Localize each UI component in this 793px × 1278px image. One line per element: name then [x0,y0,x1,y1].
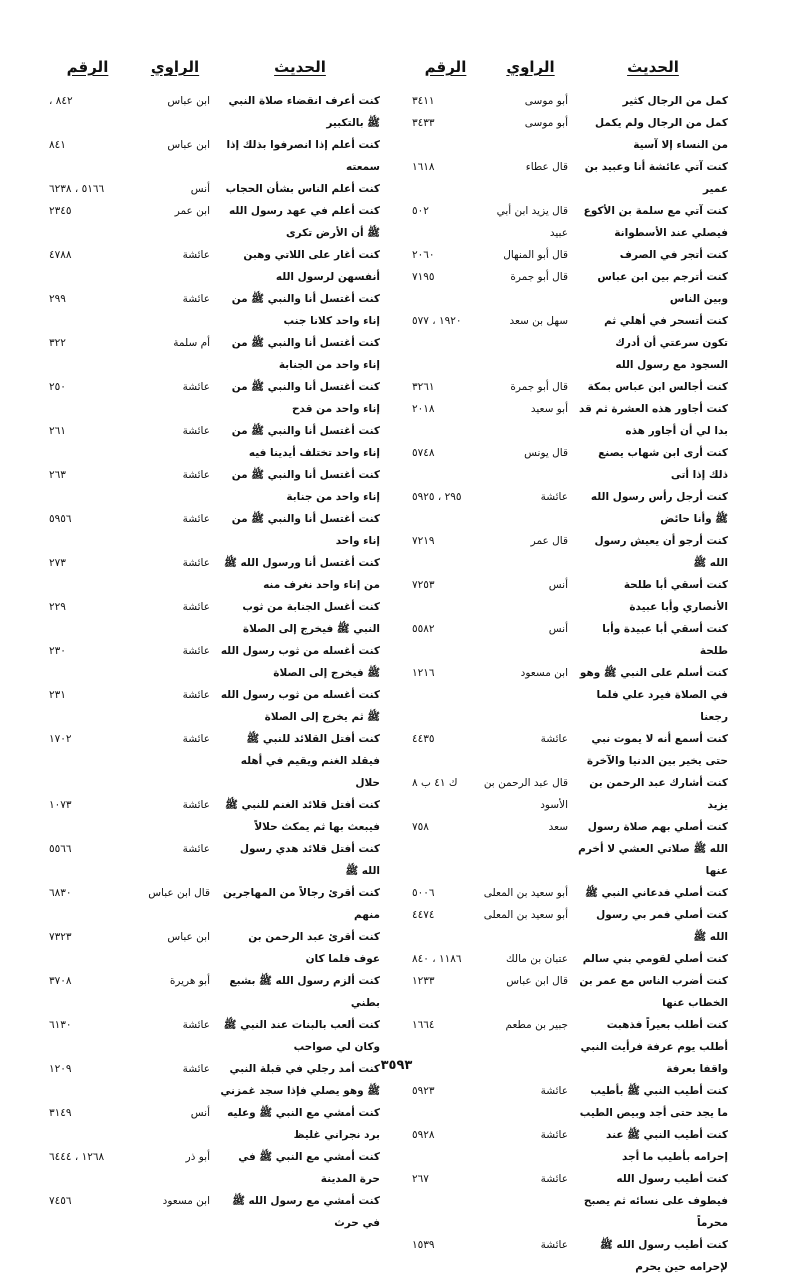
rawi-name: عائشة [182,601,210,613]
table-row [45,464,380,508]
hadith-number: ٧٢٥٣ [412,579,435,591]
header-rawi: الراوي [150,58,200,76]
hadith-number: ١٢١٦ [412,667,435,679]
rawi-name: عائشة [182,513,210,525]
table-row [408,442,728,486]
rawi-name: عائشة [540,733,568,745]
hadith-text: كنت أغتسل أنا والنبي ﷺ من إناء واحد [231,513,380,547]
rawi-name: أبو موسى [524,117,568,129]
hadith-number: ٥٩٥٦ [49,513,72,525]
table-row [408,882,728,904]
hadith-number: ٤٤٣٥ [412,733,435,745]
hadith-text: كنت أغتسل أنا والنبي ﷺ من إناء واحد من الجنابة [231,337,380,371]
hadith-number: ٣٢٢ [49,337,66,349]
hadith-number: ٢٣١ [49,689,66,701]
table-row [408,904,728,948]
hadith-text: كنت أطيب رسول الله ﷺ لإحرامه حين يحرم [600,1239,728,1273]
table-row [408,90,728,112]
table-row [408,574,728,618]
table-row [408,1168,728,1234]
hadith-text: كنت أرجل رأس رسول الله ﷺ وأنا حائض [590,491,728,525]
table-row [45,200,380,244]
hadith-text: كنت أغسله من ثوب رسول الله ﷺ ثم يخرج إلى الصلاة [220,689,380,723]
table-row [45,970,380,1014]
hadith-number: ٢٣٤٥ [49,205,72,217]
hadith-text: كنت أسقي أبا طلحة الأنصاري وأبا عبيدة [623,579,728,613]
table-row [408,816,728,882]
hadith-number: ٢٩٩ [49,293,66,305]
rawi-name: ابن مسعود [162,1195,210,1207]
hadith-number: ك ٤١ ب ٨ [412,777,458,789]
rawi-name: عائشة [182,469,210,481]
hadith-number: ١٢٦٨ ، ٦٤٤٤ [49,1151,105,1163]
table-row [45,1146,380,1190]
hadith-number: ٥٠٢ [412,205,429,217]
rawi-name: قال ابن عباس [506,975,568,987]
table-row [408,662,728,728]
hadith-number: ٥٥٨٢ [412,623,435,635]
hadith-text: كنت أمد رجلي في قبلة النبي ﷺ وهو يصلي فإذا سجد غمزني [220,1063,380,1097]
hadith-number: ٥٠٠٦ [412,887,435,899]
hadith-text: كنت أرى ابن شهاب يصنع ذلك إذا أتى [598,447,728,481]
hadith-text: كمل من الرجال ولم يكمل من النساء إلا آسية [595,117,728,151]
table-row [45,838,380,882]
table-row [45,376,380,420]
table-row [408,728,728,772]
table-row [408,1234,728,1278]
hadith-number: ٥٩٢٣ [412,1085,435,1097]
hadith-number: ١٢٠٩ [49,1063,72,1075]
hadith-text: كنت أطيب النبي ﷺ عند إحرامه بأطيب ما أجد [606,1129,728,1163]
rawi-name: عائشة [182,425,210,437]
header-raqm: الرقم [424,58,467,76]
hadith-number: ٨٤١ [49,139,66,151]
hadith-text: كنت أصلي بهم صلاة رسول الله ﷺ صلاتي العشي لا أخرم عنها [578,821,728,877]
table-row [408,310,728,376]
hadith-number: ١٧٠٢ [49,733,72,745]
rawi-name: قال ابن عباس [148,887,210,899]
rawi-name: عائشة [540,1239,568,1251]
hadith-text: كنت أغتسل أنا والنبي ﷺ من إناء واحد كلانا جنب [231,293,380,327]
rawi-name: سهل بن سعد [509,315,568,327]
hadith-number: ١٦٦٤ [412,1019,435,1031]
hadith-number: ٢٦٣ [49,469,66,481]
hadith-number: ٨٤٢ ، [49,95,73,107]
hadith-number: ٣٢٦١ [412,381,435,393]
rawi-name: قال عبد الرحمن بن الأسود [483,777,568,811]
table-row [45,244,380,288]
table-row [45,794,380,838]
hadith-text: كنت أطيب النبي ﷺ بأطيب ما يجد حتى أجد وبيص الطيب [579,1085,728,1119]
rawi-name: قال يزيد ابن أبي عبيد [496,205,568,239]
table-row [45,1190,380,1234]
hadith-number: ٢٣٠ [49,645,66,657]
table-row [45,1102,380,1146]
rawi-name: عائشة [182,381,210,393]
table-row [408,1080,728,1124]
hadith-number: ٧١٩٥ [412,271,435,283]
table-row [45,640,380,684]
hadith-text: كنت أسلم على النبي ﷺ وهو في الصلاة فيرد علي فلما رجعنا [579,667,728,723]
table-row [45,728,380,794]
hadith-number: ٧٥٨ [412,821,429,833]
table-row [45,288,380,332]
hadith-text: كنت أسمع أنه لا يموت نبي حتى يخير بين الدنيا والآخرة [586,733,728,767]
rawi-name: عتبان بن مالك [506,953,568,965]
hadith-text: كنت أطيب رسول الله فيطوف على نسائه ثم يصبح محرماً [583,1173,728,1229]
table-row [408,948,728,970]
table-row [45,90,380,134]
table-row [45,684,380,728]
hadith-number: ٣٧٠٨ [49,975,72,987]
hadith-number: ١١٨٦ ، ٨٤٠ [412,953,462,965]
rawi-name: عائشة [540,491,568,503]
hadith-number: ١٢٣٣ [412,975,435,987]
hadith-number: ٣٤١١ [412,95,435,107]
rawi-name: ابن عباس [167,139,210,151]
hadith-text: كنت أطلب بعيراً فذهبت أطلب يوم عرفة فرأيت النبي واقفا بعرفة [580,1019,728,1075]
rawi-name: أنس [190,1107,210,1119]
table-row [408,244,728,266]
hadith-text: كنت أقرئ عبد الرحمن بن عوف فلما كان [248,931,380,965]
hadith-text: كنت أتجر في الصرف [619,249,728,261]
left-column [45,48,380,1234]
hadith-number: ٥٩٢٨ [412,1129,435,1141]
rawi-name: جبير بن مطعم [505,1019,568,1031]
hadith-text: كنت أمشي مع النبي ﷺ وعليه برد نجراني غليظ [227,1107,380,1141]
rawi-name: أبو ذر [185,1151,210,1163]
table-row [408,486,728,530]
hadith-text: كنت أغتسل أنا والنبي ﷺ من إناء واحد من جنابة [231,469,380,503]
table-row [408,156,728,200]
hadith-text: كنت أتسحر في أهلي ثم تكون سرعتي أن أدرك السجود مع رسول الله [604,315,728,371]
hadith-number: ٢٠٦٠ [412,249,435,261]
table-row [45,420,380,464]
table-row [408,970,728,1014]
hadith-text: كنت أقرئ رجالاً من المهاجرين منهم [222,887,380,921]
hadith-number: ١٠٧٣ [49,799,72,811]
hadith-text: كنت أفتل قلائد هدي رسول الله ﷺ [239,843,380,877]
rawi-name: أبو هريرة [169,975,210,987]
hadith-number: ٥٧٤٨ [412,447,435,459]
hadith-number: ٧٢١٩ [412,535,435,547]
rawi-name: أبو موسى [524,95,568,107]
hadith-text: كمل من الرجال كثير [622,95,728,107]
hadith-text: كنت أفتل القلائد للنبي ﷺ فيقلد الغنم ويقيم في أهله حلال [240,733,380,789]
rawi-name: أنس [548,579,568,591]
hadith-number: ٧٤٥٦ [49,1195,72,1207]
rawi-name: عائشة [182,733,210,745]
hadith-text: كنت أغسله من ثوب رسول الله ﷺ فيخرج إلى الصلاة [220,645,380,679]
rawi-name: عائشة [182,843,210,855]
table-row [45,882,380,926]
table-row [408,266,728,310]
rawi-name: أبو سعيد بن المعلى [483,887,568,899]
rawi-name: عائشة [540,1129,568,1141]
rawi-name: أنس [190,183,210,195]
hadith-number: ٦٨٣٠ [49,887,72,899]
header-hadith: الحديث [274,58,326,76]
rawi-name: عائشة [182,293,210,305]
rawi-name: أم سلمة [173,337,210,349]
hadith-text: كنت آتي عائشة أنا وعبيد بن عمير [584,161,728,195]
table-row [408,1124,728,1168]
table-row [408,398,728,442]
table-row [408,618,728,662]
table-row [408,772,728,816]
rawi-name: عائشة [182,249,210,261]
hadith-number: ٣١٤٩ [49,1107,72,1119]
hadith-text: كنت أغتسل أنا والنبي ﷺ من إناء واحد تختلف أيدينا فيه [231,425,380,459]
hadith-text: كنت أغسل الجنابة من ثوب النبي ﷺ فيخرج إلى الصلاة [242,601,380,635]
rawi-name: قال عمر [530,535,568,547]
rawi-name: عائشة [182,557,210,569]
hadith-number: ٤٧٨٨ [49,249,72,261]
rawi-name: عائشة [182,799,210,811]
hadith-text: كنت أمشي مع رسول الله ﷺ في حرث [232,1195,380,1229]
hadith-number: ٢٥٠ [49,381,66,393]
rawi-name: عائشة [182,689,210,701]
header-hadith: الحديث [627,58,679,76]
table-row [45,178,380,200]
hadith-text: كنت أعلم في عهد رسول الله ﷺ أن الأرض تكرى [228,205,380,239]
hadith-text: كنت أرجو أن يعيش رسول الله ﷺ [594,535,728,569]
hadith-text: كنت ألعب بالبنات عند النبي ﷺ وكان لي صواحب [223,1019,380,1053]
table-row [45,596,380,640]
table-row [45,332,380,376]
rawi-name: سعد [548,821,568,833]
hadith-text: كنت أجالس ابن عباس بمكة [587,381,728,393]
hadith-text: كنت أصلي لقومي بني سالم [582,953,728,965]
rawi-name: ابن عباس [167,95,210,107]
table-row [45,926,380,970]
table-row [408,112,728,156]
hadith-number: ٢٢٩ [49,601,66,613]
hadith-text: كنت أشارك عبد الرحمن بن يزيد [589,777,728,811]
hadith-number: ١٦١٨ [412,161,435,173]
hadith-text: كنت أغتسل أنا ورسول الله ﷺ من إناء واحد نغرف منه [224,557,380,591]
rawi-name: ابن عباس [167,931,210,943]
rawi-name: ابن عمر [174,205,210,217]
rawi-name: أبو سعيد [530,403,568,415]
header-rawi: الراوي [506,58,555,76]
hadith-text: كنت أعلم الناس بشأن الحجاب [225,183,380,195]
hadith-number: ٢٦١ [49,425,66,437]
hadith-number: ١٥٣٩ [412,1239,435,1251]
hadith-text: كنت أسقي أبا عبيدة وأبا طلحة [602,623,728,657]
hadith-text: كنت أمشي مع النبي ﷺ في حرة المدينة [238,1151,380,1185]
rawi-name: أنس [548,623,568,635]
rawi-name: قال أبو جمرة [510,271,568,283]
rawi-name: قال عطاء [525,161,568,173]
rawi-name: عائشة [540,1085,568,1097]
table-row [408,200,728,244]
hadith-text: كنت أصلي فدعاني النبي ﷺ [585,887,728,899]
rawi-name: عائشة [182,1063,210,1075]
hadith-number: ٢٦٧ [412,1173,429,1185]
table-row [45,552,380,596]
hadith-text: كنت أغتسل أنا والنبي ﷺ من إناء واحد من قدح [231,381,380,415]
hadith-number: ٥٥٦٦ [49,843,72,855]
rawi-name: أبو سعيد بن المعلى [483,909,568,921]
hadith-number: ١٩٢٠ ، ٥٧٧ [412,315,462,327]
right-column-header [408,48,728,76]
rawi-name: عائشة [182,645,210,657]
hadith-number: ٢٧٣ [49,557,66,569]
hadith-text: كنت آتي مع سلمة بن الأكوع فيصلي عند الأسطوانة [583,205,728,239]
table-row [45,1014,380,1058]
rawi-name: قال أبو المنهال [503,249,568,261]
left-column-header [45,48,380,76]
rawi-name: قال أبو جمرة [510,381,568,393]
hadith-number: ٣٤٣٣ [412,117,435,129]
hadith-text: كنت أغار على اللاتي وهبن أنفسهن لرسول الله [243,249,380,283]
hadith-text: كنت أضرب الناس مع عمر بن الخطاب عنها [579,975,728,1009]
rawi-name: ابن مسعود [520,667,568,679]
hadith-number: ٥١٦٦ ، ٦٢٣٨ [49,183,105,195]
rawi-name: قال يونس [524,447,568,459]
rawi-name: عائشة [182,1019,210,1031]
rawi-name: عائشة [540,1173,568,1185]
table-row [408,530,728,574]
header-raqm: الرقم [66,58,109,76]
hadith-number: ٤٤٧٤ [412,909,435,921]
hadith-text: كنت أفتل قلائد الغنم للنبي ﷺ فيبعث بها ثم يمكث حلالاً [225,799,380,833]
page-number: ٣٥٩٣ [380,1058,413,1073]
hadith-text: كنت أعرف انقضاء صلاة النبي ﷺ بالتكبير [228,95,380,129]
hadith-number: ٢٩٥ ، ٥٩٢٥ [412,491,462,503]
table-row [45,508,380,552]
hadith-text: كنت أترجم بين ابن عباس وبين الناس [597,271,728,305]
table-row [408,376,728,398]
right-rows [408,90,728,1278]
hadith-text: كنت أصلي فمر بي رسول الله ﷺ [596,909,728,943]
hadith-number: ٢٠١٨ [412,403,435,415]
hadith-number: ٧٣٢٣ [49,931,72,943]
right-column [408,48,728,1278]
hadith-text: كنت ألزم رسول الله ﷺ بشبع بطني [229,975,380,1009]
hadith-text: كنت أجاور هذه العشرة ثم قد بدا لي أن أجاور هذه [578,403,728,437]
table-row [45,134,380,178]
hadith-text: كنت أعلم إذا انصرفوا بذلك إذا سمعته [226,139,380,173]
hadith-number: ٦١٣٠ [49,1019,72,1031]
